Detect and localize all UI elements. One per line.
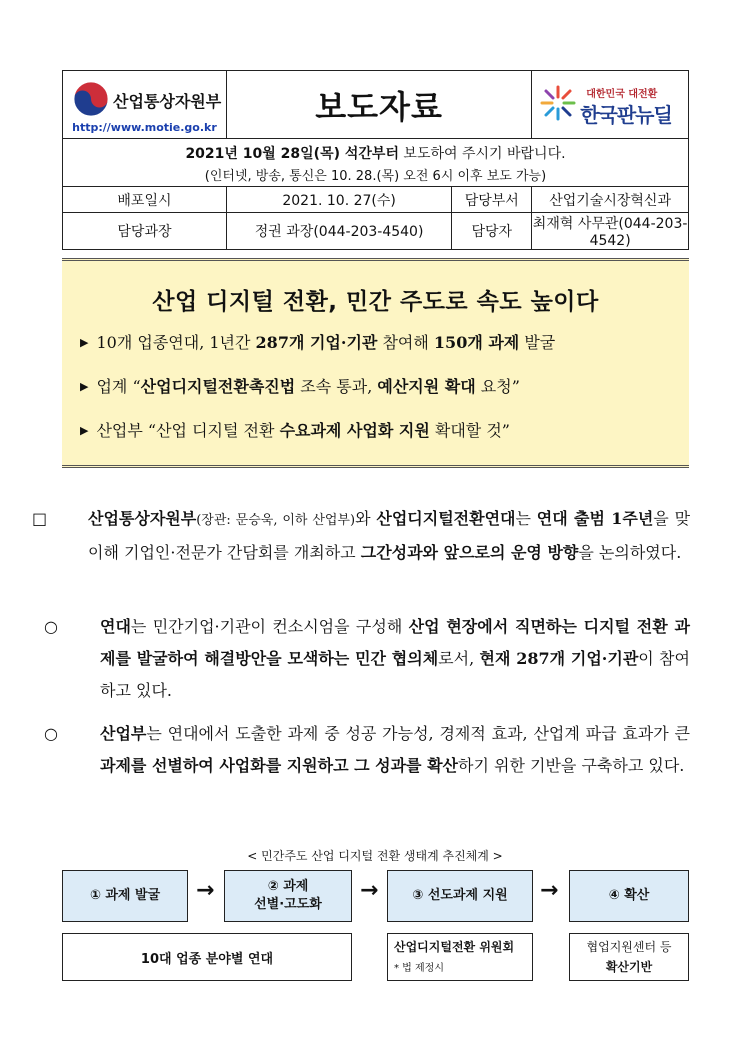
new-deal-logo-cell [532, 71, 689, 139]
new-deal-title: 한국판뉴딜 [580, 103, 672, 127]
headline: 산업 디지털 전환, 민간 주도로 속도 높이다 [152, 289, 599, 315]
bullet-emphasis: 산업디지털전환촉진법 [140, 377, 296, 396]
committee-label: 산업디지털전환 위원회 [394, 940, 515, 954]
triangle-bullet-icon: ▶ [80, 336, 89, 349]
triangle-bullet-icon: ▶ [80, 424, 89, 437]
support-center-box [569, 933, 689, 981]
paragraph-alliance [44, 611, 690, 707]
embargo-text: 보도하여 주시기 바랍니다. [398, 146, 566, 162]
doc-title: 보도자료 [226, 71, 531, 139]
support-center-label: 협업지원센터 등 [586, 940, 672, 954]
text: 는 민간기업·기관이 컨소시엄을 구성해 [130, 617, 409, 636]
embargo-notice [63, 139, 689, 187]
manager-label: 담당과장 [63, 213, 227, 250]
diagram-caption: < 민간주도 산업 디지털 전환 생태계 추진체계 > [247, 849, 503, 863]
text-emphasis: 산업디지털전환연대 [376, 509, 516, 528]
bullet-text: 10개 업종연대, 1년간 [96, 333, 256, 352]
step-task-selection [224, 870, 352, 922]
bullet-text: 산업부 “산업 디지털 전환 [96, 421, 280, 440]
bullet-emphasis: 150개 과제 [433, 333, 520, 352]
new-deal-tagline: 대한민국 대전환 [586, 89, 658, 100]
committee-note: * 법 제정시 [394, 963, 444, 974]
taegeuk-emblem-icon [73, 81, 109, 117]
text-emphasis: 연대 [100, 617, 131, 636]
text: (장관: 문승욱, 이하 산업부) [196, 513, 356, 528]
text: 는 연대에서 도출한 과제 중 성공 가능성, 경제적 효과, 산업계 파급 효과가 큰 [146, 724, 690, 743]
manager-value: 정권 과장(044-203-4540) [226, 213, 451, 250]
ministry-url-link[interactable]: http://www.motie.go.kr [72, 121, 217, 134]
circle-bullet-icon: ○ [44, 724, 58, 743]
summary-bullet [80, 418, 689, 441]
release-date-label: 배포일시 [63, 187, 227, 213]
bullet-text: 참여해 [377, 333, 434, 352]
committee-box [387, 933, 533, 981]
right-arrow-icon: → [360, 878, 379, 903]
bullet-text: 조속 통과, [295, 377, 378, 396]
step-label: ① 과제 발굴 [89, 888, 161, 903]
circle-bullet-icon: ○ [44, 617, 58, 636]
right-arrow-icon: → [540, 878, 559, 903]
text: 을 맞이해 기업인·전문가 간담회를 개최하고 [88, 509, 691, 562]
text-emphasis: 산업부 [100, 724, 147, 743]
text: 와 [355, 509, 377, 528]
text: 로서, [438, 649, 480, 668]
step-label: 선별·고도화 [254, 897, 322, 912]
department-label: 담당부서 [452, 187, 532, 213]
alliance-box: 10대 업종 분야별 연대 [62, 933, 352, 981]
bullet-text: 확대할 것” [429, 421, 510, 440]
bullet-text: 업계 “ [96, 377, 141, 396]
square-bullet-icon: □ [32, 509, 48, 528]
text-emphasis: 그간성과와 앞으로의 운영 방향 [360, 543, 579, 562]
support-center-label: 확산기반 [605, 960, 653, 974]
text: 이 참여하고 있다. [100, 649, 690, 700]
release-date-value: 2021. 10. 27(수) [226, 187, 451, 213]
bullet-emphasis: 수요과제 사업화 지원 [279, 421, 430, 440]
ministry-name: 산업통상자원부 [113, 92, 222, 111]
officer-label: 담당자 [452, 213, 532, 250]
step-task-discovery [62, 870, 188, 922]
text: 하기 위한 기반을 구축하고 있다. [458, 756, 685, 775]
paragraph-ministry [44, 718, 690, 782]
department-value: 산업기술시장혁신과 [532, 187, 689, 213]
officer-value: 최재혁 사무관(044-203-4542) [532, 213, 689, 250]
step-label: ③ 선도과제 지원 [412, 888, 508, 903]
summary-bullets [80, 330, 689, 441]
summary-bullet [80, 374, 689, 397]
new-deal-burst-icon [538, 83, 578, 123]
embargo-online-note: (인터넷, 방송, 통신은 10. 28.(목) 오전 6시 이후 보도 가능) [204, 169, 547, 184]
text-emphasis: 연대 출범 1주년 [536, 509, 654, 528]
step-leading-task-support [387, 870, 533, 922]
text-emphasis: 산업 현장에서 직면하는 디지털 전환 과제를 발굴하여 해결방안을 모색하는 민간 협의체 [100, 617, 690, 668]
right-arrow-icon: → [196, 878, 215, 903]
text-emphasis: 과제를 선별하여 사업화를 지원하고 그 성과를 확산 [100, 756, 458, 775]
summary-bullet [80, 330, 689, 353]
summary-box [62, 258, 689, 468]
press-header-table [62, 70, 689, 250]
text-emphasis: 현재 287개 기업·기관 [479, 649, 639, 668]
paragraph-intro [32, 503, 691, 569]
bullet-text: 요청” [475, 377, 520, 396]
ministry-logo-cell [63, 71, 227, 139]
bullet-text: 발굴 [519, 333, 556, 352]
bullet-emphasis: 예산지원 확대 [377, 377, 476, 396]
step-label: ② 과제 [267, 879, 309, 894]
text: 을 논의하였다. [578, 543, 682, 562]
triangle-bullet-icon: ▶ [80, 380, 89, 393]
embargo-date: 2021년 10월 28일(목) 석간부터 [185, 146, 399, 162]
step-label: ④ 확산 [608, 888, 650, 903]
text-emphasis: 산업통상자원부 [88, 509, 197, 528]
step-diffusion [569, 870, 689, 922]
bullet-emphasis: 287개 기업·기관 [255, 333, 378, 352]
text: 는 [515, 509, 537, 528]
